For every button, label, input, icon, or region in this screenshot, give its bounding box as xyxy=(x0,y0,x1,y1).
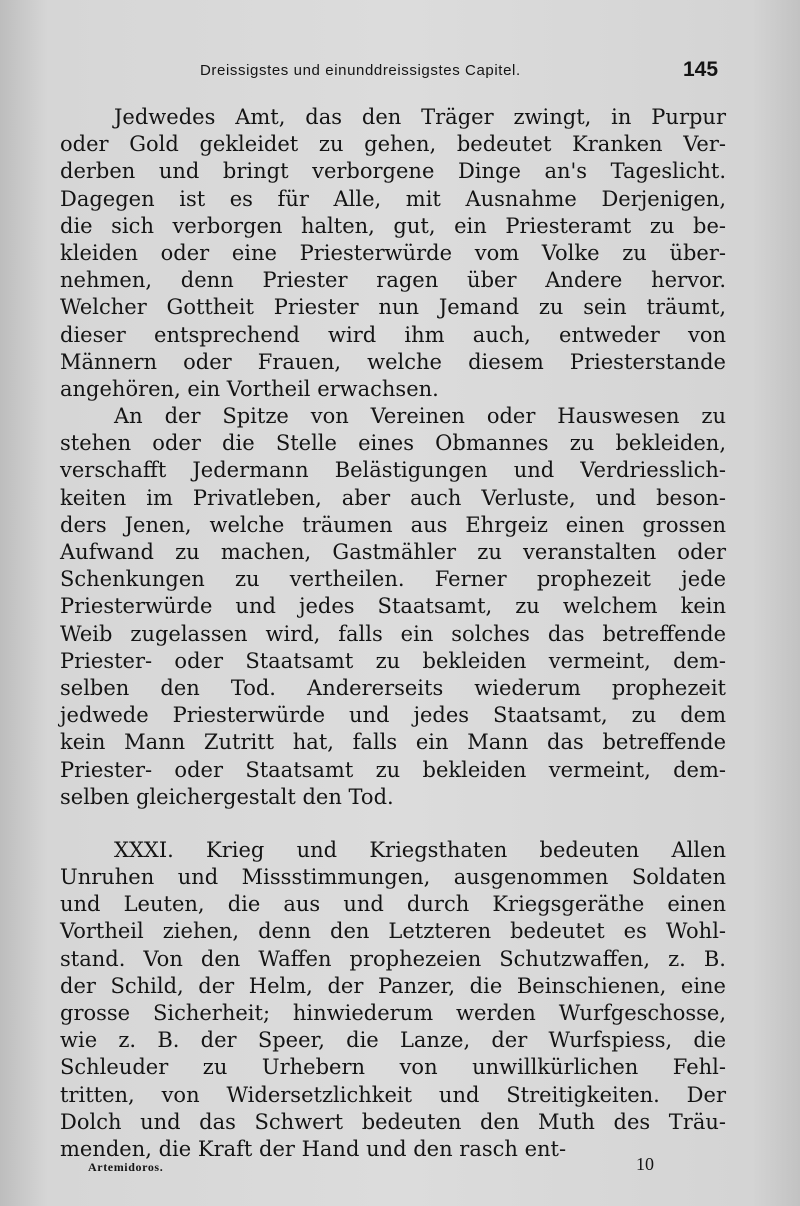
text-line: Weib zugelassen wird, falls ein solches das betreffende xyxy=(60,621,726,646)
text-line: ders Jenen, welche träumen aus Ehrgeiz einen grossen xyxy=(60,512,726,537)
text-line: kleiden oder eine Priesterwürde vom Volke zu über- xyxy=(60,240,726,265)
text-line: der Schild, der Helm, der Panzer, die Beinschienen, eine xyxy=(60,973,726,998)
page-footer xyxy=(0,1154,800,1178)
text-line: keiten im Privatleben, aber auch Verluste, und beson- xyxy=(60,485,726,510)
text-line: oder Gold gekleidet zu gehen, bedeutet Kranken Ver- xyxy=(60,132,726,157)
text-line: die sich verborgen halten, gut, ein Priesteramt zu be- xyxy=(60,213,726,238)
text-line: Aufwand zu machen, Gastmähler zu veranstalten oder xyxy=(60,540,726,564)
body-text xyxy=(60,104,726,1163)
text-line: dieser entsprechend wird ihm auch, entweder von xyxy=(60,322,726,347)
text-line: verschafft Jedermann Belästigungen und Verdriesslich- xyxy=(60,458,726,483)
text-line: Schenkungen zu vertheilen. Ferner prophezeit jede xyxy=(60,567,726,592)
paragraph xyxy=(60,403,726,811)
text-line: Männern oder Frauen, welche diesem Priesterstande xyxy=(60,349,726,374)
text-line: jedwede Priesterwürde und jedes Staatsamt, zu dem xyxy=(60,703,726,728)
paragraph xyxy=(60,837,726,1163)
text-line: selben den Tod. Andererseits wiederum prophezeit xyxy=(60,675,726,700)
text-line: Priester- oder Staatsamt zu bekleiden vermeint, dem- xyxy=(60,757,726,782)
running-title: Dreissigstes und einunddreissigstes Capitel. xyxy=(200,62,521,79)
text-line: und Leuten, die aus und durch Kriegsgeräthe einen xyxy=(60,892,726,917)
page-number: 145 xyxy=(683,58,719,81)
running-head xyxy=(0,58,800,84)
text-line: tritten, von Widersetzlichkeit und Streitigkeiten. Der xyxy=(60,1082,726,1107)
text-line: Schleuder zu Urhebern von unwillkürlichen Fehl- xyxy=(60,1055,726,1080)
text-line: kein Mann Zutritt hat, falls ein Mann das betreffende xyxy=(60,730,726,755)
paragraph xyxy=(60,104,726,403)
text-line: stand. Von den Waffen prophezeien Schutzwaffen, z. B. xyxy=(60,946,726,971)
text-line: Priesterwürde und jedes Staatsamt, zu welchem kein xyxy=(60,594,726,619)
text-line: Welcher Gottheit Priester nun Jemand zu sein träumt, xyxy=(60,295,726,320)
text-line: nehmen, denn Priester ragen über Andere hervor. xyxy=(60,268,726,293)
text-line: menden, die Kraft der Hand und den rasch ent- xyxy=(60,1136,567,1161)
text-line: derben und bringt verborgene Dinge an's Tageslicht. xyxy=(60,159,726,184)
text-line: Jedwedes Amt, das den Träger zwingt, in Purpur xyxy=(114,105,726,129)
text-line: stehen oder die Stelle eines Obmannes zu bekleiden, xyxy=(60,431,726,456)
text-line: Unruhen und Missstimmungen, ausgenommen Soldaten xyxy=(60,865,726,890)
text-line: Dolch und das Schwert bedeuten den Muth des Träu- xyxy=(60,1109,726,1134)
text-line: Dagegen ist es für Alle, mit Ausnahme Derjenigen, xyxy=(60,186,726,211)
text-line: angehören, ein Vortheil erwachsen. xyxy=(60,376,439,401)
sheet-number: 10 xyxy=(636,1154,654,1174)
section-break xyxy=(60,811,726,837)
printer-signature: Artemidoros. xyxy=(88,1160,164,1174)
text-line: wie z. B. der Speer, die Lanze, der Wurfspiess, die xyxy=(60,1028,726,1053)
text-line: XXXI. Krieg und Kriegsthaten bedeuten Allen xyxy=(114,837,726,862)
text-line: Vortheil ziehen, denn den Letzteren bedeutet es Wohl- xyxy=(60,919,726,944)
text-line: selben gleichergestalt den Tod. xyxy=(60,784,394,809)
text-line: An der Spitze von Vereinen oder Hauswesen zu xyxy=(114,404,726,429)
text-line: grosse Sicherheit; hinwiederum werden Wurfgeschosse, xyxy=(60,1001,726,1025)
text-line: Priester- oder Staatsamt zu bekleiden vermeint, dem- xyxy=(60,648,726,673)
